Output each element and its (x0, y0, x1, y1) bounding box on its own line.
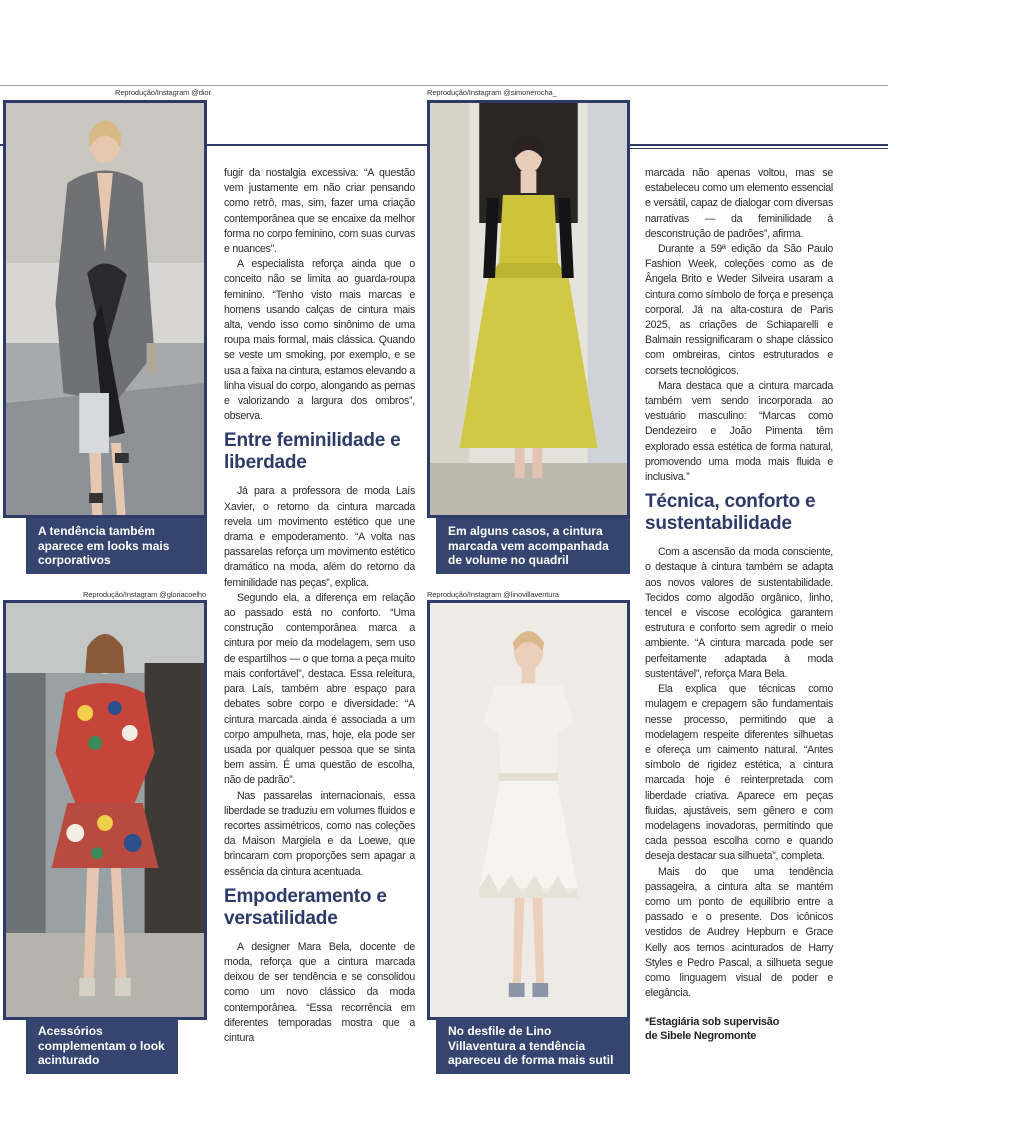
runway-illustration-4 (430, 603, 627, 1017)
photo-credit-gloriacoelho: Reprodução/Instagram @gloriacoelho (83, 590, 207, 599)
photo-dior-runway (3, 100, 207, 518)
caption-gloriacoelho: Acessórios complementam o look acinturado (26, 1018, 178, 1074)
paragraph: fugir da nostalgia excessiva: “A questão vem justamente em não criar pensando como retrô, mas, sim, fazer uma criação contemporânea que se encaixe da melhor forma no corpo feminino, com suas curvas e nuances”. (224, 167, 415, 256)
photo-linovillaventura-runway (427, 600, 630, 1020)
article-column-2 (645, 166, 833, 1043)
article-column-1 (224, 166, 415, 1046)
subheading-empoderamento: Empoderamento e versatilidade (224, 885, 387, 929)
author-note-line-1: *Estagiária sob supervisão (645, 1016, 780, 1029)
paragraph: marcada não apenas voltou, mas se estabeleceu como um elemento essencial e versátil, capaz de dialogar com diversas narrativas — da feminilidade à desconstrução de padrões”, afirma. (645, 167, 833, 240)
runway-illustration-2 (430, 103, 627, 515)
paragraph: Mara destaca que a cintura marcada também vem sendo incorporada ao vestuário masculino: “Marcas como Dendezeiro e João Pimenta têm explorado essa estética de forma natural, promovendo uma moda mais fluida e inclusiva.” (645, 379, 833, 484)
subheading-tecnica: Técnica, conforto e sustentabilidade (645, 491, 816, 535)
author-note-line-2: de Sibele Negromonte (645, 1030, 757, 1043)
photo-simonerocha-runway (427, 100, 630, 518)
runway-illustration-3 (6, 603, 204, 1017)
top-rule (0, 85, 888, 86)
photo-credit-dior: Reprodução/Instagram @dior (115, 88, 211, 97)
author-note (645, 1015, 833, 1043)
paragraph: Mais do que uma tendência passageira, a cintura alta se mantém como um ponto de equilíbrio entre a passado e o presente. Dos icônicos vestidos de Audrey Hepburn e Grace Kelly aos ternos acinturados de Harry Styles e Pedro Pascal, a silhueta segue como linguagem visual de poder e elegância. (645, 865, 833, 1000)
caption-simonerocha: Em alguns casos, a cintura marcada vem acompanhada de volume no quadril (436, 518, 630, 574)
header-rule-mid (207, 144, 427, 146)
runway-illustration-1 (6, 103, 204, 515)
header-rule-right-2 (630, 148, 888, 149)
paragraph: Ela explica que técnicas como mulagem e crepagem são fundamentais nesse processo, permitindo que a modelagem respeite diferentes silhuetas e ofereça um caimento natural. “Antes símbolo de rigidez estética, a cintura marcada hoje é reinterpretada com liberdade criativa. Aparece em peças fluidas, ajustáveis, sem gênero e com modelagens inovadoras, permitindo que cada pessoa escolha como e quando deseja destacar sua silhueta”, completa. (645, 683, 833, 863)
photo-gloriacoelho-runway (3, 600, 207, 1020)
paragraph: A designer Mara Bela, docente de moda, reforça que a cintura marcada deixou de ser tendência e se consolidou como um novo clássico da moda contemporânea. “Essa recorrência em diferentes temporadas mostra que a cintura (224, 940, 415, 1044)
paragraph: A especialista reforça ainda que o conceito não se limita ao guarda-roupa feminino. “Tenho visto mais marcas e homens usando calças de cintura mais alta, vendo isso como sinônimo de uma roupa mais formal, mais clássica. Quando se veste um smoking, por exemplo, e se usa a faixa na cintura, estamos elevando a linha visual do corpo, alongando as pernas e valorizando a largura dos ombros”, observa. (224, 258, 415, 423)
paragraph: Durante a 59ª edição da São Paulo Fashion Week, coleções como as de Ângela Brito e Weder Silveira usaram a cintura como símbolo de força e presença corporal. Já na alta-costura de Paris 2025, as criações de Schiaparelli e Balmain ressignificaram o shape clássico com ombreiras, cintos estruturados e corsets tecnológicos. (645, 243, 833, 377)
paragraph: Segundo ela, a diferença em relação ao passado está no conforto. “Uma construção contemporânea marca a cintura por meio da modelagem, sem uso de espartilhos — o que torna a peça muito mais confortável”, destaca. Essa releitura, para Laís, também abre espaço para debates sobre corpo e diversidade: “A cintura marcada ainda é associada a um corpo ampulheta, mas, hoje, ela pode ser usada por qualquer pessoa que se sinta bem assim. É uma questão de escolha, não de padrão”. (224, 591, 415, 787)
subheading-feminilidade: Entre feminilidade e liberdade (224, 430, 401, 474)
photo-credit-linovillaventura: Reprodução/Instagram @linovillaventura (427, 590, 559, 599)
paragraph: Com a ascensão da moda consciente, o destaque à cintura também se adapta aos novos valores de sustentabilidade. Tecidos como algodão orgânico, linho, tencel e viscose ecológica garantem estrutura e conforto sem agredir o meio ambiente. “A cintura marcada pode ser perfeitamente adaptada à moda sustentável”, reforça Mara Bela. (645, 546, 833, 680)
photo-credit-simonerocha: Reprodução/Instagram @simonerocha_ (427, 88, 557, 97)
caption-dior: A tendência também aparece em looks mais corporativos (26, 518, 207, 574)
paragraph: Já para a professora de moda Laís Xavier, o retorno da cintura marcada revela um movimento estético que une drama e empoderamento. “A volta nas passarelas reforça um movimento estético dramático na moda, além do retorno da feminilidade nas peças”, explica. (224, 485, 415, 589)
caption-linovillaventura: No desfile de Lino Villaventura a tendência apareceu de forma mais sutil (436, 1018, 630, 1074)
header-rule-right (630, 144, 888, 146)
paragraph: Nas passarelas internacionais, essa liberdade se traduziu em volumes fluidos e recortes assimétricos, como nas coleções da Maison Margiela e da Loewe, que brincaram com proporções sem apagar a essência da cintura acentuada. (224, 789, 415, 878)
